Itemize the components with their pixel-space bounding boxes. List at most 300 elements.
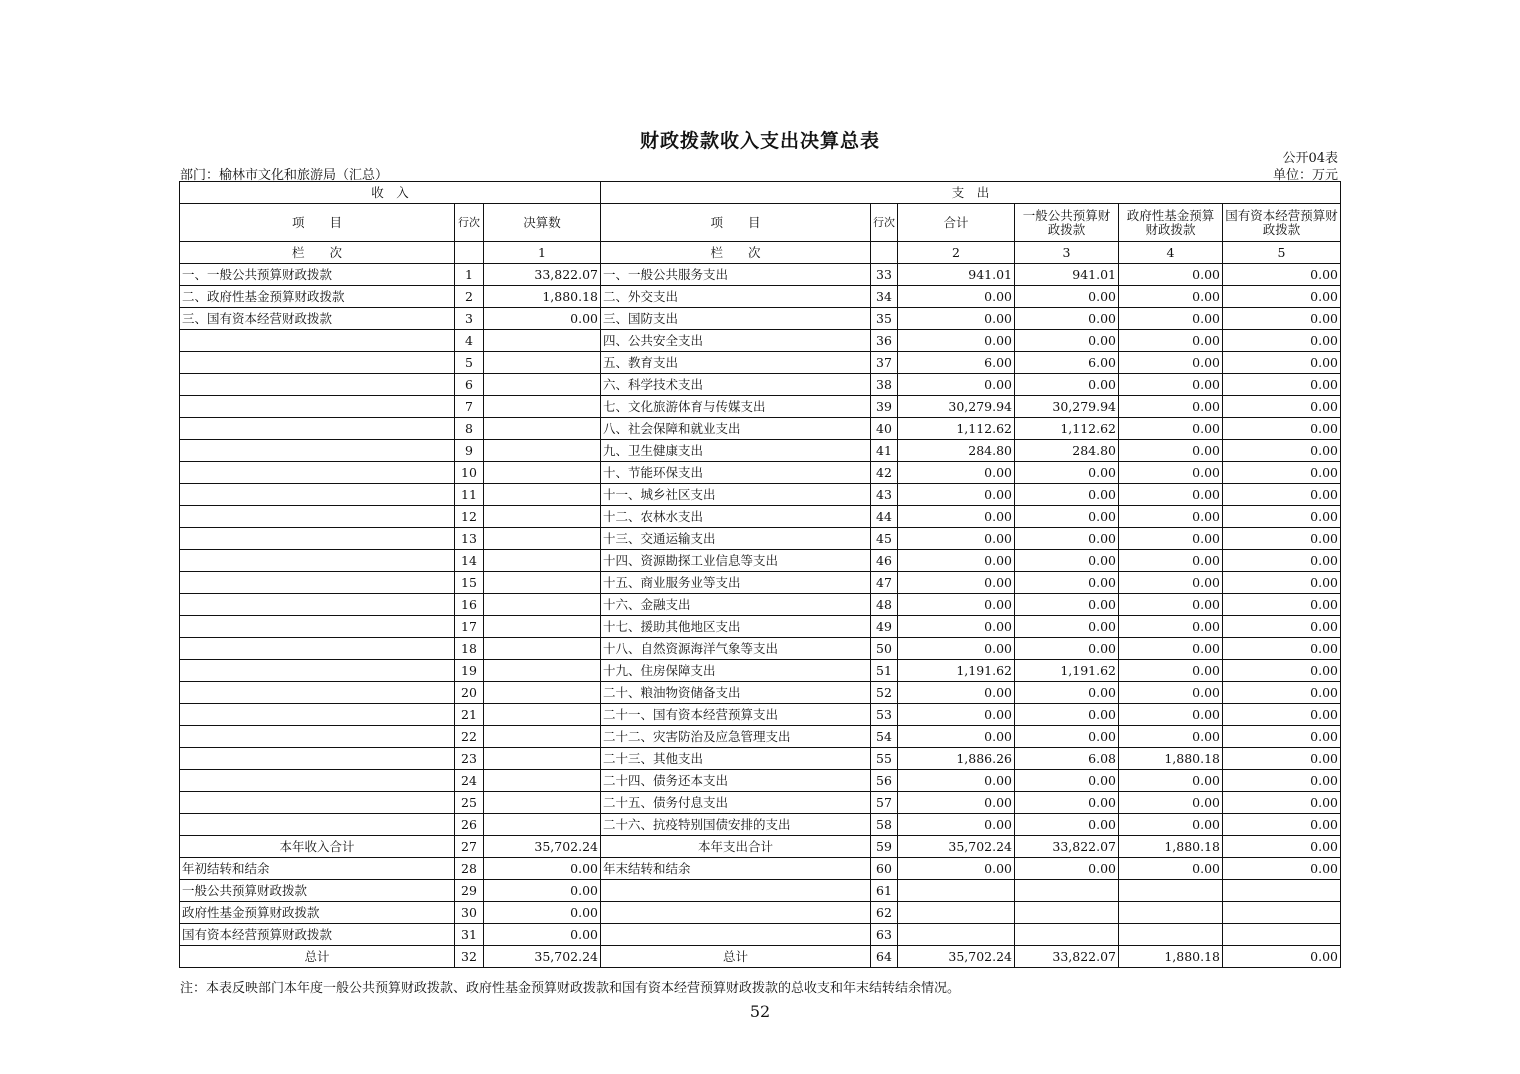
income-item: 总计 — [180, 946, 455, 968]
expense-total: 0.00 — [898, 638, 1015, 660]
income-item-header: 项 目 — [180, 204, 455, 242]
expense-item: 二十一、国有资本经营预算支出 — [601, 704, 871, 726]
state-capital-amount — [1223, 902, 1341, 924]
empty-cell — [871, 242, 898, 264]
income-line-no: 20 — [455, 682, 484, 704]
expense-line-no: 59 — [871, 836, 898, 858]
expense-item-header: 项 目 — [601, 204, 871, 242]
state-capital-amount: 0.00 — [1223, 616, 1341, 638]
gov-fund-amount: 0.00 — [1119, 682, 1223, 704]
income-item — [180, 704, 455, 726]
expense-line-no: 36 — [871, 330, 898, 352]
expense-total: 0.00 — [898, 374, 1015, 396]
expense-item: 六、科学技术支出 — [601, 374, 871, 396]
general-budget-amount: 0.00 — [1015, 704, 1119, 726]
income-item: 政府性基金预算财政拨款 — [180, 902, 455, 924]
income-line-header: 行次 — [455, 204, 484, 242]
expense-line-no: 63 — [871, 924, 898, 946]
income-item — [180, 726, 455, 748]
state-capital-amount: 0.00 — [1223, 374, 1341, 396]
income-line-no: 14 — [455, 550, 484, 572]
expense-total: 0.00 — [898, 550, 1015, 572]
expense-total: 284.80 — [898, 440, 1015, 462]
income-amount — [484, 440, 601, 462]
expense-total: 1,191.62 — [898, 660, 1015, 682]
state-capital-header: 国有资本经营预算财政拨款 — [1223, 204, 1341, 242]
expense-line-no: 44 — [871, 506, 898, 528]
general-budget-amount: 0.00 — [1015, 638, 1119, 660]
income-line-no: 7 — [455, 396, 484, 418]
expense-item: 十三、交通运输支出 — [601, 528, 871, 550]
table-row — [180, 550, 1341, 572]
expense-line-no: 52 — [871, 682, 898, 704]
income-amount — [484, 418, 601, 440]
state-capital-amount: 0.00 — [1223, 770, 1341, 792]
state-capital-amount: 0.00 — [1223, 506, 1341, 528]
state-capital-amount — [1223, 880, 1341, 902]
table-row — [180, 770, 1341, 792]
col-label-expense: 栏 次 — [601, 242, 871, 264]
expense-total: 30,279.94 — [898, 396, 1015, 418]
expense-total: 0.00 — [898, 528, 1015, 550]
income-line-no: 25 — [455, 792, 484, 814]
income-amount — [484, 330, 601, 352]
income-amount: 35,702.24 — [484, 946, 601, 968]
expense-total: 0.00 — [898, 682, 1015, 704]
expense-total: 35,702.24 — [898, 836, 1015, 858]
empty-cell — [455, 242, 484, 264]
table-row — [180, 814, 1341, 836]
column-header-row — [180, 204, 1341, 242]
final-amount-header: 决算数 — [484, 204, 601, 242]
expense-item: 二十三、其他支出 — [601, 748, 871, 770]
expense-item — [601, 880, 871, 902]
expense-total: 0.00 — [898, 484, 1015, 506]
expense-item: 本年支出合计 — [601, 836, 871, 858]
table-row — [180, 506, 1341, 528]
income-item: 本年收入合计 — [180, 836, 455, 858]
income-amount — [484, 748, 601, 770]
income-amount — [484, 638, 601, 660]
state-capital-amount: 0.00 — [1223, 484, 1341, 506]
table-row — [180, 946, 1341, 968]
income-line-no: 12 — [455, 506, 484, 528]
table-row — [180, 330, 1341, 352]
expense-total: 0.00 — [898, 814, 1015, 836]
expense-total: 0.00 — [898, 308, 1015, 330]
table-row — [180, 572, 1341, 594]
income-line-no: 22 — [455, 726, 484, 748]
income-amount: 0.00 — [484, 924, 601, 946]
income-item — [180, 528, 455, 550]
general-budget-amount: 0.00 — [1015, 616, 1119, 638]
expense-item: 二十四、债务还本支出 — [601, 770, 871, 792]
state-capital-amount: 0.00 — [1223, 946, 1341, 968]
expense-total: 0.00 — [898, 330, 1015, 352]
gov-fund-amount: 0.00 — [1119, 792, 1223, 814]
income-item — [180, 506, 455, 528]
expense-line-no: 50 — [871, 638, 898, 660]
state-capital-amount: 0.00 — [1223, 704, 1341, 726]
expense-item: 十、节能环保支出 — [601, 462, 871, 484]
expense-line-no: 39 — [871, 396, 898, 418]
general-budget-amount: 33,822.07 — [1015, 946, 1119, 968]
state-capital-amount: 0.00 — [1223, 682, 1341, 704]
expense-line-no: 38 — [871, 374, 898, 396]
gov-fund-amount: 1,880.18 — [1119, 836, 1223, 858]
gov-fund-amount: 0.00 — [1119, 352, 1223, 374]
expense-total: 6.00 — [898, 352, 1015, 374]
general-budget-amount: 6.08 — [1015, 748, 1119, 770]
income-item: 一、一般公共预算财政拨款 — [180, 264, 455, 286]
state-capital-amount: 0.00 — [1223, 858, 1341, 880]
income-amount: 0.00 — [484, 858, 601, 880]
expense-line-no: 62 — [871, 902, 898, 924]
table-row — [180, 792, 1341, 814]
expense-line-no: 47 — [871, 572, 898, 594]
general-budget-amount: 0.00 — [1015, 572, 1119, 594]
state-capital-amount: 0.00 — [1223, 550, 1341, 572]
general-budget-amount: 0.00 — [1015, 286, 1119, 308]
expense-total: 0.00 — [898, 462, 1015, 484]
table-row — [180, 352, 1341, 374]
table-row — [180, 418, 1341, 440]
income-amount — [484, 770, 601, 792]
expense-item — [601, 924, 871, 946]
income-line-no: 11 — [455, 484, 484, 506]
expense-line-no: 56 — [871, 770, 898, 792]
state-capital-amount: 0.00 — [1223, 440, 1341, 462]
general-budget-amount: 0.00 — [1015, 330, 1119, 352]
expense-total: 0.00 — [898, 616, 1015, 638]
gov-fund-amount — [1119, 924, 1223, 946]
income-line-no: 17 — [455, 616, 484, 638]
gov-fund-amount: 0.00 — [1119, 418, 1223, 440]
general-budget-amount: 0.00 — [1015, 462, 1119, 484]
expense-item — [601, 902, 871, 924]
expense-line-no: 64 — [871, 946, 898, 968]
gov-fund-amount: 0.00 — [1119, 572, 1223, 594]
gov-fund-amount: 0.00 — [1119, 330, 1223, 352]
table-row — [180, 594, 1341, 616]
income-line-no: 5 — [455, 352, 484, 374]
gov-fund-amount: 0.00 — [1119, 550, 1223, 572]
income-amount — [484, 572, 601, 594]
income-amount — [484, 462, 601, 484]
income-line-no: 3 — [455, 308, 484, 330]
expense-line-no: 60 — [871, 858, 898, 880]
table-row — [180, 374, 1341, 396]
income-line-no: 16 — [455, 594, 484, 616]
income-line-no: 8 — [455, 418, 484, 440]
state-capital-amount: 0.00 — [1223, 528, 1341, 550]
income-line-no: 1 — [455, 264, 484, 286]
page-number: 52 — [749, 1002, 771, 1021]
general-budget-amount: 0.00 — [1015, 682, 1119, 704]
expense-item: 一、一般公共服务支出 — [601, 264, 871, 286]
expense-total: 0.00 — [898, 858, 1015, 880]
table-row — [180, 638, 1341, 660]
income-item: 三、国有资本经营财政拨款 — [180, 308, 455, 330]
state-capital-amount: 0.00 — [1223, 352, 1341, 374]
income-line-no: 4 — [455, 330, 484, 352]
general-budget-amount: 0.00 — [1015, 528, 1119, 550]
table-row — [180, 528, 1341, 550]
general-budget-amount: 0.00 — [1015, 858, 1119, 880]
income-item: 国有资本经营预算财政拨款 — [180, 924, 455, 946]
table-row — [180, 660, 1341, 682]
income-item: 一般公共预算财政拨款 — [180, 880, 455, 902]
income-amount — [484, 814, 601, 836]
expense-line-no: 53 — [871, 704, 898, 726]
expense-total: 0.00 — [898, 286, 1015, 308]
expense-item: 九、卫生健康支出 — [601, 440, 871, 462]
expense-line-no: 55 — [871, 748, 898, 770]
income-amount — [484, 792, 601, 814]
general-budget-amount: 0.00 — [1015, 594, 1119, 616]
expense-item: 七、文化旅游体育与传媒支出 — [601, 396, 871, 418]
general-budget-amount — [1015, 902, 1119, 924]
state-capital-amount: 0.00 — [1223, 308, 1341, 330]
expense-item: 年末结转和结余 — [601, 858, 871, 880]
income-line-no: 6 — [455, 374, 484, 396]
gov-fund-amount — [1119, 880, 1223, 902]
income-line-no: 29 — [455, 880, 484, 902]
expense-item: 总计 — [601, 946, 871, 968]
fiscal-summary-table — [179, 181, 1341, 968]
expense-item: 十七、援助其他地区支出 — [601, 616, 871, 638]
state-capital-amount: 0.00 — [1223, 814, 1341, 836]
gov-fund-amount: 0.00 — [1119, 286, 1223, 308]
expense-line-no: 34 — [871, 286, 898, 308]
total-header: 合计 — [898, 204, 1015, 242]
table-note: 注：本表反映部门本年度一般公共预算财政拨款、政府性基金预算财政拨款和国有资本经营预算财政拨款的总收支和年末结转结余情况。 — [180, 981, 961, 996]
income-item: 二、政府性基金预算财政拨款 — [180, 286, 455, 308]
general-budget-amount: 1,191.62 — [1015, 660, 1119, 682]
income-amount — [484, 484, 601, 506]
expense-item: 十四、资源勘探工业信息等支出 — [601, 550, 871, 572]
income-item: 年初结转和结余 — [180, 858, 455, 880]
expense-item: 十二、农林水支出 — [601, 506, 871, 528]
income-item — [180, 682, 455, 704]
table-row — [180, 616, 1341, 638]
gov-fund-amount: 0.00 — [1119, 660, 1223, 682]
table-row — [180, 880, 1341, 902]
expense-total — [898, 924, 1015, 946]
income-item — [180, 550, 455, 572]
section-header-row — [180, 182, 1341, 204]
expense-total: 1,112.62 — [898, 418, 1015, 440]
income-item — [180, 330, 455, 352]
expense-total: 0.00 — [898, 594, 1015, 616]
table-row — [180, 682, 1341, 704]
income-amount — [484, 352, 601, 374]
expense-total: 0.00 — [898, 726, 1015, 748]
state-capital-amount: 0.00 — [1223, 836, 1341, 858]
expense-line-no: 43 — [871, 484, 898, 506]
income-amount: 33,822.07 — [484, 264, 601, 286]
gov-fund-amount: 0.00 — [1119, 528, 1223, 550]
col-num-4: 4 — [1119, 242, 1223, 264]
gov-fund-amount: 0.00 — [1119, 462, 1223, 484]
expense-item: 三、国防支出 — [601, 308, 871, 330]
table-row — [180, 440, 1341, 462]
income-item — [180, 814, 455, 836]
income-item — [180, 462, 455, 484]
income-line-no: 24 — [455, 770, 484, 792]
gov-fund-amount: 0.00 — [1119, 440, 1223, 462]
column-number-row — [180, 242, 1341, 264]
income-item — [180, 572, 455, 594]
table-title: 财政拨款收入支出决算总表 — [639, 130, 880, 152]
state-capital-amount: 0.00 — [1223, 572, 1341, 594]
income-line-no: 13 — [455, 528, 484, 550]
gov-fund-amount: 0.00 — [1119, 308, 1223, 330]
expense-item: 十九、住房保障支出 — [601, 660, 871, 682]
expense-section-header: 支 出 — [601, 182, 1341, 204]
gov-fund-amount: 0.00 — [1119, 264, 1223, 286]
expense-total — [898, 880, 1015, 902]
general-budget-amount: 0.00 — [1015, 770, 1119, 792]
income-item — [180, 770, 455, 792]
general-budget-amount: 0.00 — [1015, 308, 1119, 330]
state-capital-amount: 0.00 — [1223, 286, 1341, 308]
general-budget-amount: 0.00 — [1015, 726, 1119, 748]
state-capital-amount: 0.00 — [1223, 418, 1341, 440]
expense-item: 二十六、抗疫特别国债安排的支出 — [601, 814, 871, 836]
income-line-no: 19 — [455, 660, 484, 682]
expense-total: 0.00 — [898, 792, 1015, 814]
state-capital-amount: 0.00 — [1223, 792, 1341, 814]
general-budget-amount: 0.00 — [1015, 792, 1119, 814]
income-item — [180, 484, 455, 506]
expense-item: 十五、商业服务业等支出 — [601, 572, 871, 594]
table-row — [180, 264, 1341, 286]
income-amount: 0.00 — [484, 880, 601, 902]
general-budget-amount: 6.00 — [1015, 352, 1119, 374]
general-budget-amount: 30,279.94 — [1015, 396, 1119, 418]
income-item — [180, 440, 455, 462]
general-budget-amount — [1015, 924, 1119, 946]
state-capital-amount: 0.00 — [1223, 638, 1341, 660]
expense-line-no: 48 — [871, 594, 898, 616]
state-capital-amount — [1223, 924, 1341, 946]
expense-line-no: 40 — [871, 418, 898, 440]
expense-total: 1,886.26 — [898, 748, 1015, 770]
expense-item: 十六、金融支出 — [601, 594, 871, 616]
income-section-header: 收 入 — [180, 182, 601, 204]
gov-fund-header: 政府性基金预算财政拨款 — [1119, 204, 1223, 242]
table-row — [180, 858, 1341, 880]
state-capital-amount: 0.00 — [1223, 594, 1341, 616]
income-line-no: 26 — [455, 814, 484, 836]
gov-fund-amount: 1,880.18 — [1119, 946, 1223, 968]
expense-item: 十一、城乡社区支出 — [601, 484, 871, 506]
income-item — [180, 792, 455, 814]
income-line-no: 32 — [455, 946, 484, 968]
expense-item: 八、社会保障和就业支出 — [601, 418, 871, 440]
state-capital-amount: 0.00 — [1223, 330, 1341, 352]
col-label-income: 栏 次 — [180, 242, 455, 264]
general-budget-amount: 0.00 — [1015, 484, 1119, 506]
expense-item: 五、教育支出 — [601, 352, 871, 374]
gov-fund-amount: 0.00 — [1119, 770, 1223, 792]
general-budget-amount: 0.00 — [1015, 550, 1119, 572]
income-line-no: 21 — [455, 704, 484, 726]
gov-fund-amount: 0.00 — [1119, 594, 1223, 616]
gov-fund-amount: 1,880.18 — [1119, 748, 1223, 770]
table-row — [180, 704, 1341, 726]
col-num-1: 1 — [484, 242, 601, 264]
general-budget-amount: 33,822.07 — [1015, 836, 1119, 858]
income-amount: 35,702.24 — [484, 836, 601, 858]
expense-line-no: 46 — [871, 550, 898, 572]
state-capital-amount: 0.00 — [1223, 264, 1341, 286]
expense-line-no: 51 — [871, 660, 898, 682]
expense-line-no: 41 — [871, 440, 898, 462]
state-capital-amount: 0.00 — [1223, 462, 1341, 484]
income-item — [180, 374, 455, 396]
income-item — [180, 748, 455, 770]
income-line-no: 15 — [455, 572, 484, 594]
income-amount: 1,880.18 — [484, 286, 601, 308]
expense-item: 二、外交支出 — [601, 286, 871, 308]
income-line-no: 30 — [455, 902, 484, 924]
general-budget-amount: 0.00 — [1015, 374, 1119, 396]
gov-fund-amount: 0.00 — [1119, 616, 1223, 638]
expense-total: 35,702.24 — [898, 946, 1015, 968]
gov-fund-amount: 0.00 — [1119, 484, 1223, 506]
income-line-no: 27 — [455, 836, 484, 858]
income-amount — [484, 704, 601, 726]
expense-item: 十八、自然资源海洋气象等支出 — [601, 638, 871, 660]
table-row — [180, 726, 1341, 748]
gov-fund-amount: 0.00 — [1119, 638, 1223, 660]
income-amount — [484, 682, 601, 704]
income-item — [180, 616, 455, 638]
income-line-no: 28 — [455, 858, 484, 880]
general-budget-amount: 1,112.62 — [1015, 418, 1119, 440]
income-line-no: 9 — [455, 440, 484, 462]
income-item — [180, 594, 455, 616]
table-row — [180, 286, 1341, 308]
expense-item: 二十、粮油物资储备支出 — [601, 682, 871, 704]
income-line-no: 23 — [455, 748, 484, 770]
expense-line-no: 58 — [871, 814, 898, 836]
income-amount: 0.00 — [484, 308, 601, 330]
income-amount — [484, 594, 601, 616]
expense-total: 0.00 — [898, 704, 1015, 726]
income-amount — [484, 616, 601, 638]
expense-total: 0.00 — [898, 770, 1015, 792]
state-capital-amount: 0.00 — [1223, 726, 1341, 748]
gov-fund-amount: 0.00 — [1119, 374, 1223, 396]
gov-fund-amount: 0.00 — [1119, 858, 1223, 880]
income-item — [180, 660, 455, 682]
table-row — [180, 484, 1341, 506]
expense-line-no: 35 — [871, 308, 898, 330]
gov-fund-amount: 0.00 — [1119, 814, 1223, 836]
income-amount — [484, 726, 601, 748]
general-budget-amount: 0.00 — [1015, 506, 1119, 528]
expense-line-no: 61 — [871, 880, 898, 902]
income-amount — [484, 396, 601, 418]
expense-line-header: 行次 — [871, 204, 898, 242]
general-budget-amount: 941.01 — [1015, 264, 1119, 286]
state-capital-amount: 0.00 — [1223, 660, 1341, 682]
expense-line-no: 45 — [871, 528, 898, 550]
income-amount: 0.00 — [484, 902, 601, 924]
